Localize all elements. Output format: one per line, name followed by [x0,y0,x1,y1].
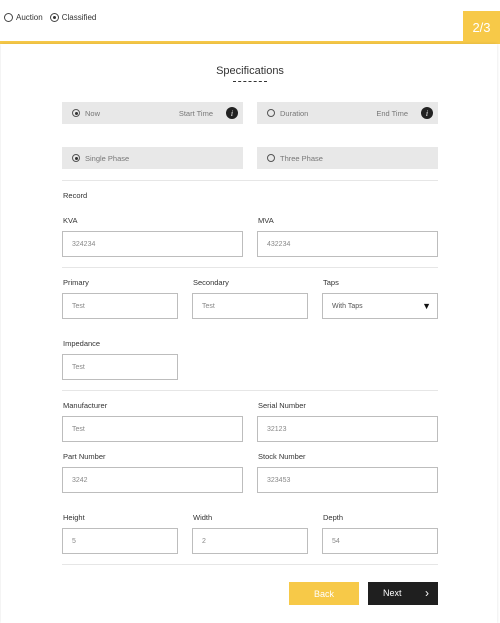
info-icon[interactable]: i [226,107,238,119]
part-number-input[interactable]: 3242 [62,467,243,493]
depth-label: Depth [323,513,344,522]
manufacturer-input[interactable]: Test [62,416,243,442]
info-icon[interactable]: i [421,107,433,119]
secondary-input[interactable]: Test [192,293,308,319]
listing-type-selector [4,13,103,22]
kva-label: KVA [63,216,78,225]
divider [62,564,438,565]
taps-label: Taps [323,278,339,287]
width-input[interactable]: 2 [192,528,308,554]
auction-radio[interactable] [4,13,13,22]
divider [62,180,438,181]
width-label: Width [193,513,213,522]
serial-number-label: Serial Number [258,401,306,410]
impedance-input[interactable]: Test [62,354,178,380]
height-input[interactable]: 5 [62,528,178,554]
single-phase-label: Single Phase [85,153,130,163]
now-label: Now [85,108,101,118]
start-time-label: Start Time [178,108,213,118]
title-underline [233,81,267,82]
now-radio[interactable] [72,109,80,117]
stock-number-label: Stock Number [258,452,306,461]
taps-select[interactable] [322,293,438,319]
classified-radio[interactable] [50,13,59,22]
single-phase-option[interactable] [62,147,243,169]
three-phase-label: Three Phase [280,153,323,163]
now-option[interactable] [62,102,243,124]
three-phase-option[interactable] [257,147,438,169]
next-button[interactable] [368,582,438,605]
duration-radio[interactable] [267,109,275,117]
part-number-label: Part Number [63,452,106,461]
height-label: Height [63,513,85,522]
divider [62,267,438,268]
classified-option[interactable] [50,13,97,22]
serial-number-input[interactable]: 32123 [257,416,438,442]
single-phase-radio[interactable] [72,154,80,162]
end-time-label: End Time [376,108,408,118]
auction-label: Auction [16,13,43,22]
page-title: Specifications [216,65,284,77]
taps-selected-value: With Taps [332,302,363,310]
primary-input[interactable]: Test [62,293,178,319]
chevron-right-icon: › [425,586,429,600]
primary-label: Primary [63,278,89,287]
depth-input[interactable]: 54 [322,528,438,554]
manufacturer-label: Manufacturer [63,401,108,410]
duration-option[interactable] [257,102,438,124]
step-indicator: 2/3 [463,11,500,44]
auction-option[interactable] [4,13,43,22]
mva-label: MVA [258,216,274,225]
back-button[interactable]: Back [289,582,359,605]
three-phase-radio[interactable] [267,154,275,162]
top-bar [0,0,500,44]
caret-down-icon: ▼ [422,301,431,311]
duration-label: Duration [280,108,309,118]
kva-input[interactable]: 324234 [62,231,243,257]
secondary-label: Secondary [193,278,229,287]
classified-label: Classified [61,13,97,22]
divider [62,390,438,391]
next-label: Next [383,588,402,598]
stock-number-input[interactable]: 323453 [257,467,438,493]
record-label: Record [63,191,88,200]
impedance-label: Impedance [63,339,101,348]
mva-input[interactable]: 432234 [257,231,438,257]
